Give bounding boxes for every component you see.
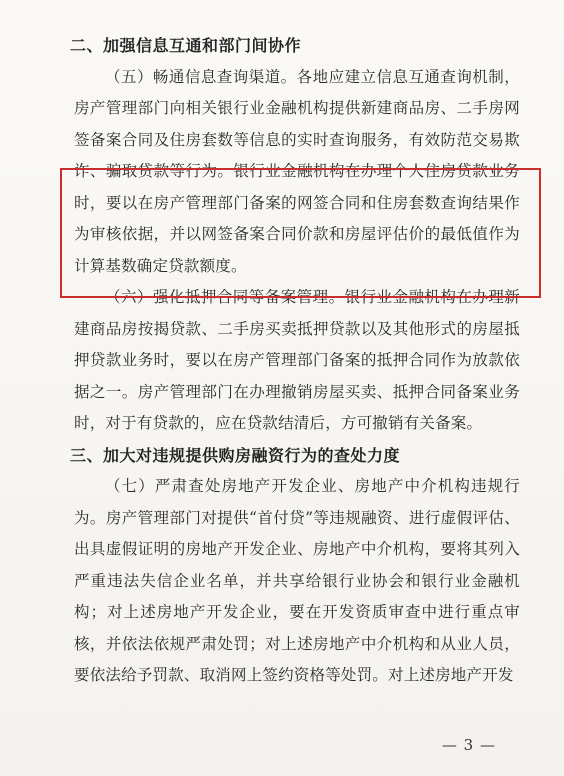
item-5-body: 各地应建立信息互通查询机制，房产管理部门向相关银行业金融机构提供新建商品房、二手房网签备案合同及住房套数等信息的实时查询服务，有效防范交易欺诈、骗取贷款等行为。银行业金融机构在办理个人住房贷款业务时，要以在房产管理部门备案的网签合同和住房套数查询结果作为审核依据，并以网签备案合同价款和房屋评估价的最低值作为计算基数确定贷款额度。 <box>74 67 520 275</box>
page-number: — 3 — <box>441 736 496 754</box>
section-3-heading: 三、加大对违规提供购房融资行为的查处力度 <box>70 445 401 465</box>
paragraph-item-7 <box>74 471 520 692</box>
item-6-body: 银行业金融机构在办理新建商品房按揭贷款、二手房买卖抵押贷款以及其他形式的房屋抵押贷款业务时，要以在房产管理部门备案的抵押合同作为放款依据之一。房产管理部门在办理撤销房屋买卖、抵押合同备案业务时，对于有贷款的，应在贷款结清后，方可撤销有关备案。 <box>74 288 520 432</box>
item-7-lead: （七）严肃查处房地产开发企业、房地产中介机构违规行为。 <box>74 477 520 527</box>
item-6-lead: （六）强化抵押合同等备案管理。 <box>105 288 345 306</box>
document-content <box>70 30 521 692</box>
paragraph-item-6 <box>74 282 520 440</box>
paragraph-item-5 <box>74 62 520 283</box>
item-5-lead: （五）畅通信息查询渠道。 <box>105 67 297 86</box>
item-7-body: 房产管理部门对提供“首付贷”等违规融资、进行虚假评估、出具虚假证明的房地产开发企业、房地产中介机构，要将其列入严重违法失信企业名单，并共享给银行业协会和银行业金融机构；对上述房地产开发企业，要在开发资质审查中进行重点审核，并依法依规严肃处罚；对上述房地产中介机构和从业人员，要依法给予罚款、取消网上签约资格等处罚。对上述房地产开发 <box>74 508 521 684</box>
section-2-heading: 二、加强信息互通和部门间协作 <box>70 36 302 55</box>
